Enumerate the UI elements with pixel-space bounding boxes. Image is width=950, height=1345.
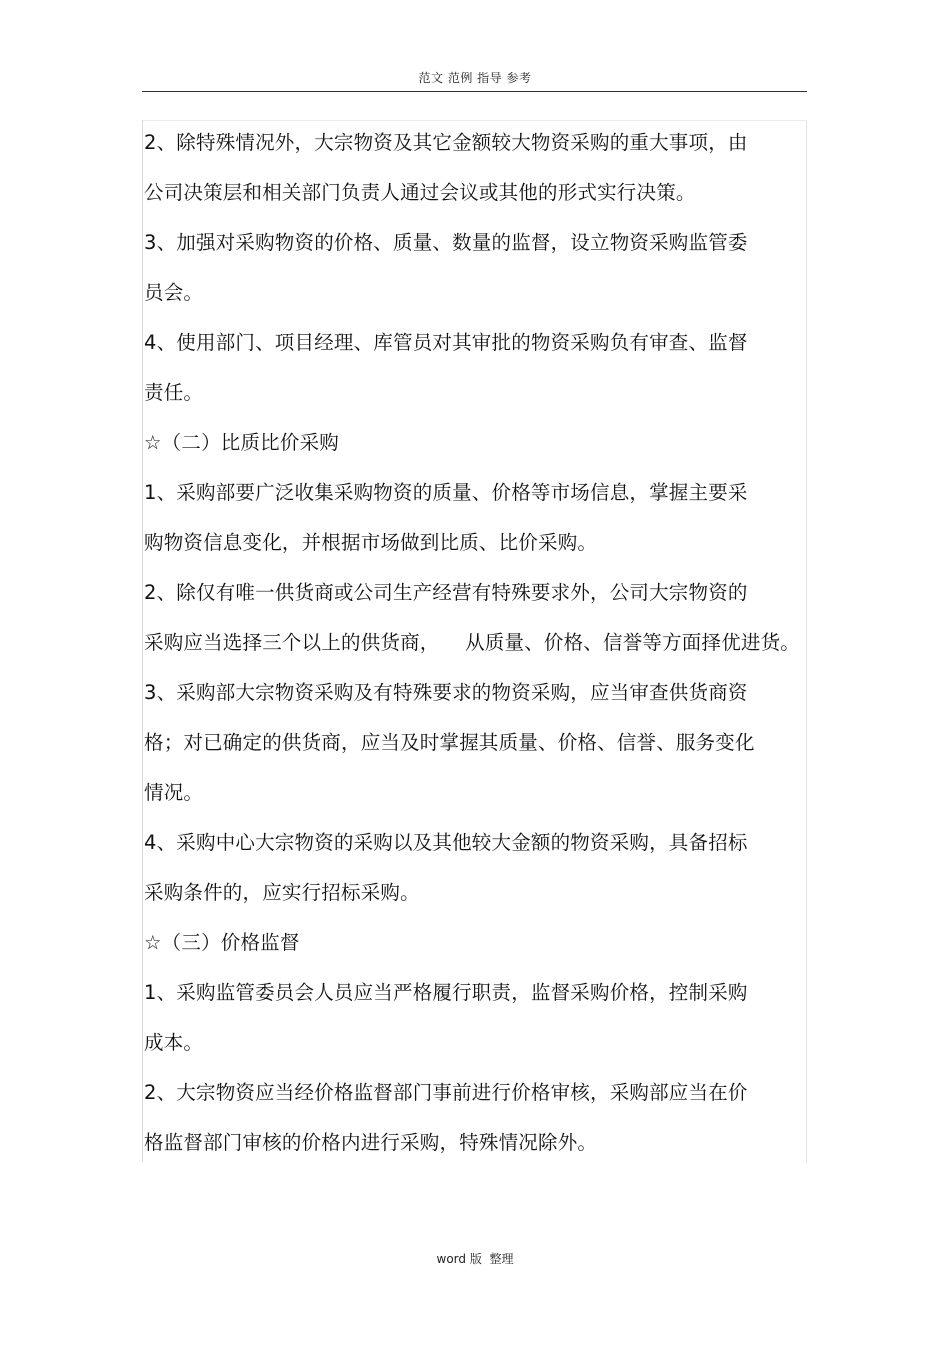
page-footer: word 版 整理 bbox=[436, 1252, 514, 1266]
body-line: 2、除特殊情况外，大宗物资及其它金额较大物资采购的重大事项，由 bbox=[144, 131, 748, 154]
body-line: 公司决策层和相关部门负责人通过会议或其他的形式实行决策。 bbox=[144, 181, 696, 204]
body-line: 3、加强对采购物资的价格、质量、数量的监督，设立物资采购监管委 bbox=[144, 231, 748, 254]
body-line: 1、采购监管委员会人员应当严格履行职责，监督采购价格，控制采购 bbox=[144, 981, 748, 1004]
body-line: 责任。 bbox=[144, 381, 204, 404]
body-line: 格监督部门审核的价格内进行采购，特殊情况除外。 bbox=[144, 1131, 598, 1154]
section-heading: ☆（三）价格监督 bbox=[144, 931, 300, 954]
body-line: 购物资信息变化，并根据市场做到比质、比价采购。 bbox=[144, 531, 598, 554]
body-line: 4、采购中心大宗物资的采购以及其他较大金额的物资采购，具备招标 bbox=[144, 831, 748, 854]
document-body bbox=[144, 118, 804, 1168]
header-text: 范文 范例 指导 参考 bbox=[418, 71, 532, 85]
content-frame-left bbox=[142, 120, 143, 1162]
body-line: 格；对已确定的供货商，应当及时掌握其质量、价格、信誉、服务变化 bbox=[144, 731, 755, 754]
body-line: 情况。 bbox=[144, 781, 204, 804]
body-line: 成本。 bbox=[144, 1031, 204, 1054]
content-frame-right bbox=[806, 120, 807, 1162]
body-line: 2、除仅有唯一供货商或公司生产经营有特殊要求外，公司大宗物资的 bbox=[144, 581, 748, 604]
body-line: 3、采购部大宗物资采购及有特殊要求的物资采购，应当审查供货商资 bbox=[144, 681, 748, 704]
section-heading: ☆（二）比质比价采购 bbox=[144, 431, 339, 454]
body-line: 采购应当选择三个以上的供货商， 从质量、价格、信誉等方面择优进货。 bbox=[144, 631, 800, 654]
header-divider bbox=[142, 91, 807, 92]
body-line: 采购条件的，应实行招标采购。 bbox=[144, 881, 420, 904]
body-line: 4、使用部门、项目经理、库管员对其审批的物资采购负有审查、监督 bbox=[144, 331, 748, 354]
body-line: 员会。 bbox=[144, 281, 204, 304]
body-line: 1、采购部要广泛收集采购物资的质量、价格等市场信息，掌握主要采 bbox=[144, 481, 748, 504]
body-line: 2、大宗物资应当经价格监督部门事前进行价格审核，采购部应当在价 bbox=[144, 1081, 748, 1104]
